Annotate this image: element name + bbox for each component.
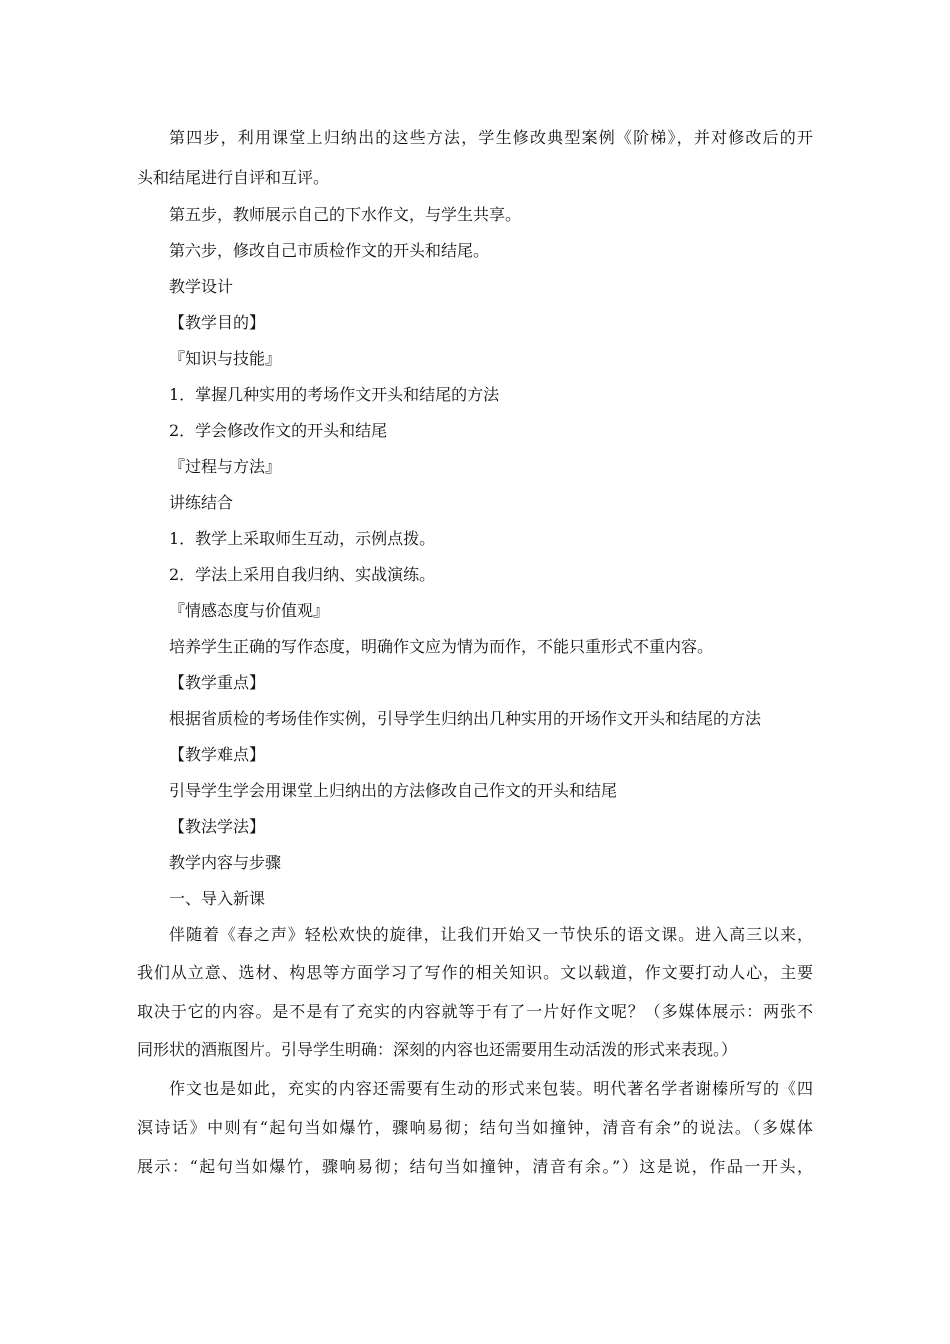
section-heading: 【教法学法】	[169, 817, 266, 836]
paragraph-line: 伴随着《春之声》轻松欢快的旋律，让我们开始又一节快乐的语文课。进入高三以来，	[169, 925, 813, 944]
paragraph-line: 引导学生学会用课堂上归纳出的方法修改自己作文的开头和结尾	[169, 781, 618, 800]
paragraph-line: 作文也是如此，充实的内容还需要有生动的形式来包装。明代著名学者谢榛所写的《四	[169, 1079, 813, 1098]
list-item: 2．学会修改作文的开头和结尾	[169, 421, 388, 440]
section-heading: 【教学目的】	[169, 313, 266, 332]
list-item: 2．学法上采用自我归纳、实战演练。	[169, 565, 436, 584]
paragraph-line: 同形状的酒瓶图片。引导学生明确：深刻的内容也还需要用生动活泼的形式来表现。）	[137, 1040, 738, 1059]
list-item: 1．教学上采取师生互动，示例点拨。	[169, 529, 436, 548]
paragraph-line: 培养学生正确的写作态度，明确作文应为情为而作，不能只重形式不重内容。	[169, 637, 714, 656]
section-heading: 一、导入新课	[169, 889, 266, 908]
section-heading: 【教学难点】	[169, 745, 266, 764]
paragraph-line: 第五步，教师展示自己的下水作文，与学生共享。	[169, 205, 522, 224]
subsection-heading: 『情感态度与价值观』	[169, 601, 330, 620]
paragraph-line: 讲练结合	[169, 493, 234, 512]
paragraph-line: 头和结尾进行自评和互评。	[137, 168, 330, 187]
section-heading: 【教学重点】	[169, 673, 266, 692]
section-heading: 教学设计	[169, 277, 234, 296]
paragraph-line: 展示：“起句当如爆竹，骤响易彻；结句当如撞钟，清音有余。”）这是说，作品一开头，	[137, 1157, 813, 1176]
paragraph-line: 教学内容与步骤	[169, 853, 282, 872]
paragraph-line: 根据省质检的考场佳作实例，引导学生归纳出几种实用的开场作文开头和结尾的方法	[169, 709, 762, 728]
subsection-heading: 『过程与方法』	[169, 457, 282, 476]
paragraph-line: 取决于它的内容。是不是有了充实的内容就等于有了一片好作文呢？（多媒体展示：两张不	[137, 1002, 813, 1021]
list-item: 1．掌握几种实用的考场作文开头和结尾的方法	[169, 385, 500, 404]
subsection-heading: 『知识与技能』	[169, 349, 282, 368]
paragraph-line: 溟诗话》中则有“起句当如爆竹，骤响易彻；结句当如撞钟，清音有余”的说法。（多媒体	[137, 1118, 813, 1137]
paragraph-line: 我们从立意、选材、构思等方面学习了写作的相关知识。文以载道，作文要打动人心，主要	[137, 963, 813, 982]
paragraph-line: 第四步，利用课堂上归纳出的这些方法，学生修改典型案例《阶梯》，并对修改后的开	[169, 128, 813, 147]
paragraph-line: 第六步，修改自己市质检作文的开头和结尾。	[169, 241, 490, 260]
